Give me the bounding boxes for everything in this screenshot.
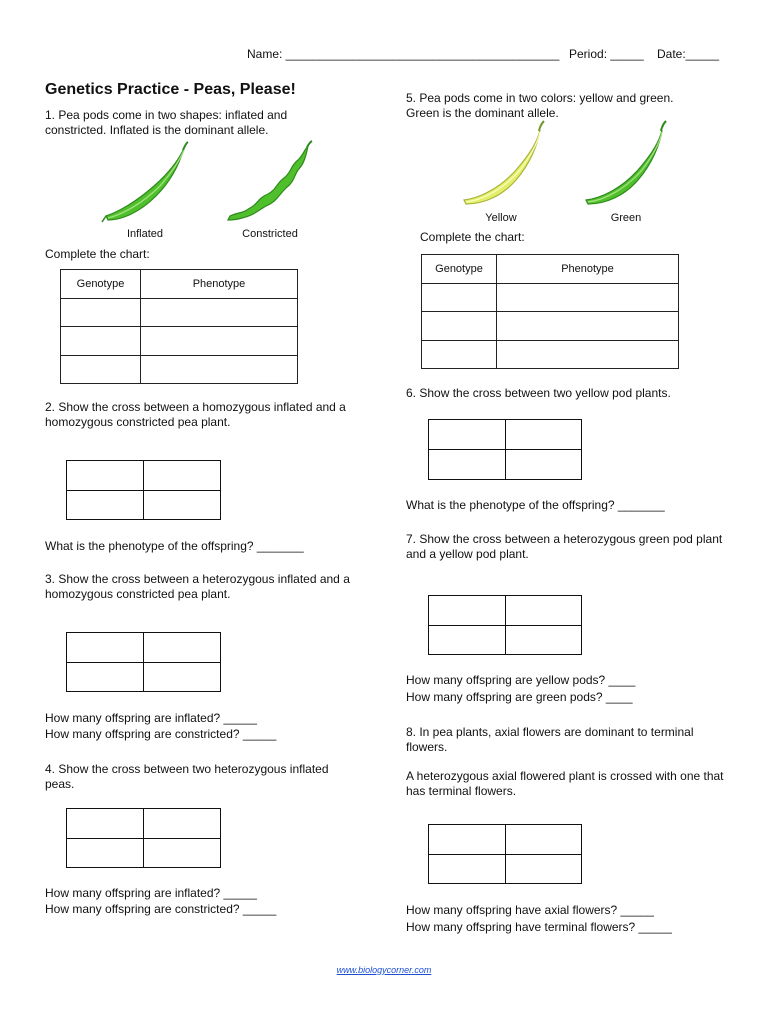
question-8-text: 8. In pea plants, axial flowers are dominant to terminal flowers.	[406, 725, 694, 754]
punnett-cell[interactable]	[67, 809, 144, 839]
chart-cell[interactable]	[422, 284, 497, 312]
punnett-cell[interactable]	[67, 633, 144, 663]
chart-prompt-1: Complete the chart:	[45, 247, 150, 261]
phenotype-header: Phenotype	[141, 270, 298, 299]
chart-cell[interactable]	[61, 327, 141, 355]
punnett-cell[interactable]	[144, 490, 221, 520]
question-2-prompt: What is the phenotype of the offspring? _______	[45, 539, 304, 553]
punnett-cell[interactable]	[67, 461, 144, 491]
chart-cell[interactable]	[141, 299, 298, 327]
constricted-label: Constricted	[242, 228, 298, 240]
pod-shape-chart	[60, 269, 298, 384]
genotype-header: Genotype	[422, 255, 497, 284]
punnett-square-7	[428, 595, 582, 655]
chart-cell[interactable]	[141, 355, 298, 383]
chart-cell[interactable]	[497, 340, 679, 368]
question-7-prompt-a: How many offspring are yellow pods? ____	[406, 673, 636, 687]
punnett-cell[interactable]	[144, 633, 221, 663]
name-field-label: Name: _________________________________________	[247, 47, 560, 61]
punnett-square-8	[428, 824, 582, 884]
question-3-text: 3. Show the cross between a heterozygous inflated and a homozygous constricted pea plant.	[45, 572, 350, 601]
punnett-cell[interactable]	[429, 825, 506, 855]
constricted-pod-image	[224, 140, 314, 224]
question-1-text: 1. Pea pods come in two shapes: inflated and constricted. Inflated is the dominant allele.	[45, 108, 288, 137]
question-4-text: 4. Show the cross between two heterozygous inflated peas.	[45, 762, 329, 791]
yellow-pod-image	[460, 118, 550, 206]
punnett-cell[interactable]	[505, 825, 582, 855]
punnett-cell[interactable]	[144, 838, 221, 868]
question-7-prompt-b: How many offspring are green pods? ____	[406, 690, 633, 704]
punnett-cell[interactable]	[429, 625, 506, 655]
question-6-prompt: What is the phenotype of the offspring? _______	[406, 498, 665, 512]
punnett-cell[interactable]	[429, 596, 506, 626]
question-7-text: 7. Show the cross between a heterozygous green pod plant and a yellow pod plant.	[406, 532, 723, 561]
chart-cell[interactable]	[141, 327, 298, 355]
punnett-cell[interactable]	[505, 420, 582, 450]
question-5-text: 5. Pea pods come in two colors: yellow and green. Green is the dominant allele.	[406, 91, 674, 120]
punnett-cell[interactable]	[505, 625, 582, 655]
punnett-cell[interactable]	[144, 809, 221, 839]
punnett-cell[interactable]	[144, 461, 221, 491]
question-8-scenario: A heterozygous axial flowered plant is crossed with one that has terminal flowers.	[406, 769, 724, 798]
chart-cell[interactable]	[61, 299, 141, 327]
question-4-prompt-b: How many offspring are constricted? _____	[45, 902, 277, 916]
punnett-cell[interactable]	[67, 490, 144, 520]
chart-prompt-5: Complete the chart:	[420, 230, 525, 244]
punnett-cell[interactable]	[429, 450, 506, 480]
chart-cell[interactable]	[497, 284, 679, 312]
question-4-prompt-a: How many offspring are inflated? _____	[45, 886, 257, 900]
punnett-cell[interactable]	[144, 662, 221, 692]
chart-cell[interactable]	[422, 340, 497, 368]
question-8-prompt-a: How many offspring have axial flowers? _____	[406, 903, 654, 917]
punnett-cell[interactable]	[429, 420, 506, 450]
inflated-pod-image	[100, 140, 192, 224]
question-3-prompt-b: How many offspring are constricted? _____	[45, 727, 277, 741]
punnett-square-2	[66, 460, 221, 520]
question-8-prompt-b: How many offspring have terminal flowers? _____	[406, 920, 672, 934]
footer-link[interactable]: www.biologycorner.com	[336, 965, 432, 975]
inflated-label: Inflated	[126, 228, 164, 240]
question-6-text: 6. Show the cross between two yellow pod plants.	[406, 386, 671, 400]
punnett-cell[interactable]	[67, 838, 144, 868]
green-pod-image	[582, 118, 672, 206]
chart-cell[interactable]	[497, 312, 679, 340]
period-field-label: Period: _____	[569, 47, 644, 61]
yellow-label: Yellow	[485, 212, 517, 224]
punnett-cell[interactable]	[67, 662, 144, 692]
phenotype-header: Phenotype	[497, 255, 679, 284]
green-label: Green	[610, 212, 642, 224]
page-title: Genetics Practice - Peas, Please!	[45, 81, 296, 98]
punnett-cell[interactable]	[505, 450, 582, 480]
punnett-cell[interactable]	[505, 596, 582, 626]
punnett-cell[interactable]	[429, 854, 506, 884]
punnett-square-3	[66, 632, 221, 692]
question-2-text: 2. Show the cross between a homozygous inflated and a homozygous constricted pea plant.	[45, 400, 346, 429]
date-field-label: Date:_____	[657, 47, 720, 61]
question-3-prompt-a: How many offspring are inflated? _____	[45, 711, 257, 725]
pod-color-chart	[421, 254, 679, 369]
punnett-cell[interactable]	[505, 854, 582, 884]
punnett-square-6	[428, 419, 582, 480]
punnett-square-4	[66, 808, 221, 868]
chart-cell[interactable]	[422, 312, 497, 340]
chart-cell[interactable]	[61, 355, 141, 383]
genotype-header: Genotype	[61, 270, 141, 299]
